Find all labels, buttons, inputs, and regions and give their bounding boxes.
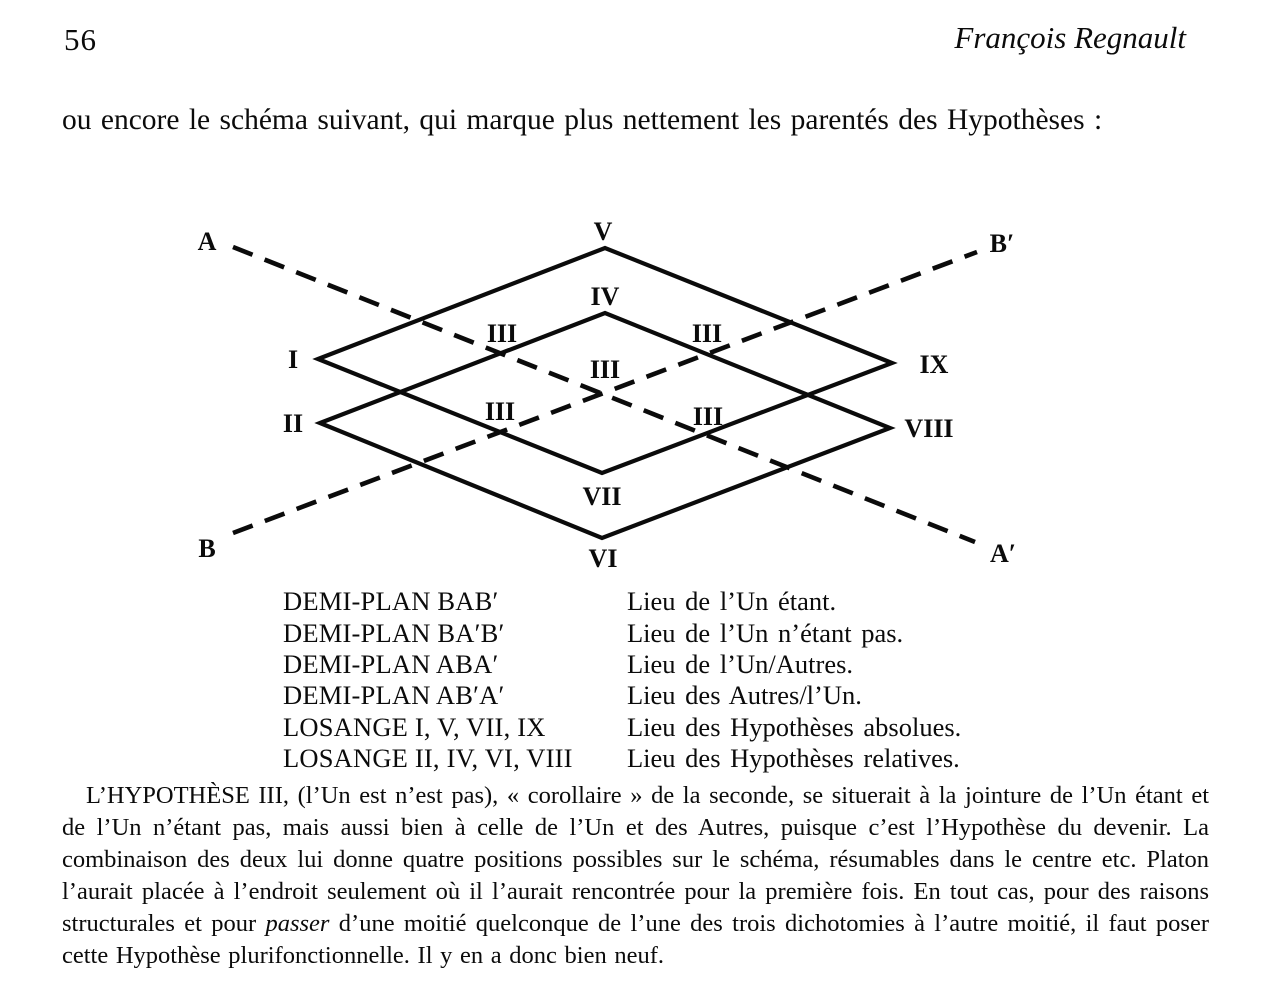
legend-row <box>283 712 961 743</box>
diagram-label-III-lower-right: III <box>692 402 724 431</box>
diagram-label-V: V <box>593 217 613 246</box>
legend-label: DEMI-PLAN BAB′ <box>283 586 499 617</box>
legend-row <box>283 649 961 680</box>
diagram-label-A: A <box>197 227 217 256</box>
diagram-label-I: I <box>287 345 299 374</box>
legend-row <box>283 743 961 774</box>
figure-legend <box>283 586 961 774</box>
paragraph-part1: L’HYPOTHÈSE III, (l’Un est n’est pas), « corollaire » de la seconde, se situerait à la jointure de l’Un étant et de l’Un n’étant pas, mais aussi bien à celle de l’Un et des Autres, puisque c’est l’Hypothèse du devenir. La combinaison des deux lui donne quatre positions possibles sur le schéma, résumables dans le centre etc. Platon l’aurait placée à l’endroit seulement où il l’aurait rencontrée pour la première fois. En tout cas, pour des raisons structurales et pour <box>62 782 1209 938</box>
diagram-label-II: II <box>282 409 304 438</box>
diagram-label-III-upper-left: III <box>486 319 518 348</box>
legend-description: Lieu des Hypothèses absolues. <box>627 711 962 742</box>
legend-label: DEMI-PLAN AB′A′ <box>283 680 505 711</box>
legend-row <box>283 680 961 711</box>
hypothese-iii-paragraph <box>62 780 1209 973</box>
legend-description: Lieu de l’Un/Autres. <box>627 648 854 679</box>
diagram-label-VII: VII <box>582 482 622 511</box>
intro-paragraph: ou encore le schéma suivant, qui marque plus nettement les parentés des Hypothèses : <box>62 104 1103 136</box>
legend-label: DEMI-PLAN ABA′ <box>283 648 499 679</box>
legend-description: Lieu des Hypothèses relatives. <box>627 743 960 774</box>
diagram-label-VIII: VIII <box>904 414 954 443</box>
diagram-label-B: B <box>198 534 216 563</box>
legend-row <box>283 586 961 617</box>
legend-row <box>283 617 961 648</box>
diagram-label-B-prime: B′ <box>989 229 1015 258</box>
legend-description: Lieu de l’Un étant. <box>627 586 837 617</box>
legend-description: Lieu de l’Un n’étant pas. <box>627 617 904 648</box>
diagram-label-III-center: III <box>589 355 621 384</box>
page-number: 56 <box>64 22 97 57</box>
diagram-label-A-prime: A′ <box>989 539 1017 568</box>
legend-label: LOSANGE I, V, VII, IX <box>283 711 546 742</box>
paragraph-italic-word: passer <box>265 910 330 938</box>
diagram-label-IX: IX <box>919 350 949 379</box>
legend-label: DEMI-PLAN BA′B′ <box>283 617 505 648</box>
legend-description: Lieu des Autres/l’Un. <box>627 680 862 711</box>
legend-label: LOSANGE II, IV, VI, VIII <box>283 743 573 774</box>
diagram-label-III-upper-right: III <box>691 319 723 348</box>
diagram-label-VI: VI <box>588 544 618 573</box>
paragraph-part2: d’une moitié quelconque de l’une des trois dichotomies à l’autre moitié, il faut poser cette Hypothèse plurifonctionnelle. Il y en a donc bien neuf. <box>62 910 1209 970</box>
running-head-author: François Regnault <box>954 20 1186 55</box>
diagram-label-III-lower-left: III <box>484 397 516 426</box>
diagram-label-IV: IV <box>590 282 620 311</box>
